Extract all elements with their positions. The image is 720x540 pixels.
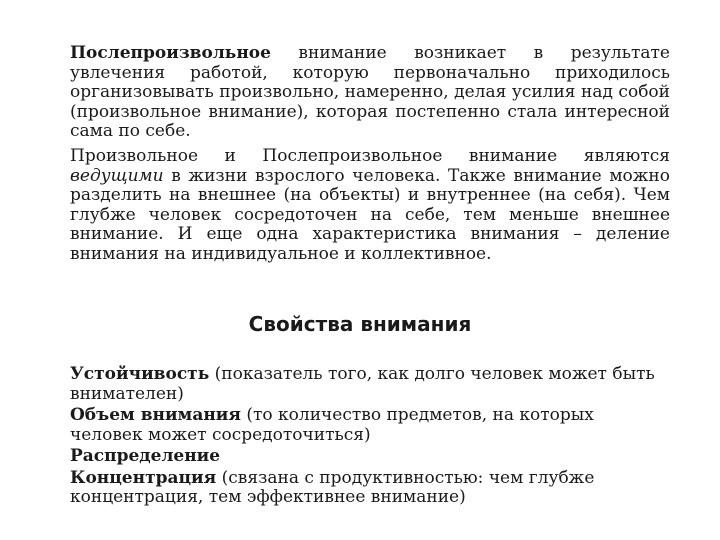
property-term: Концентрация [70,467,217,488]
property-volume [70,406,670,445]
paragraph2-rest: в жизни взрослого человека. Также внимание можно разделить на внешнее (на объекты) и внутреннее (на себя). Чем глубже человек сосредоточен на себе, тем меньше внешнее внимание. И еще одна характеристика внимания – деление внимания на индивидуальное и коллективное. [70,165,670,264]
paragraph-attention-types [70,147,670,264]
properties-list [70,365,670,510]
paragraph2-lead: Произвольное и Послепроизвольное внимание являются [70,146,670,166]
property-stability [70,365,670,404]
paragraph2-emphasis: ведущими [70,165,164,186]
property-term: Устойчивость [70,364,210,384]
property-concentration [70,469,670,508]
property-term: Объем внимания [70,405,241,425]
property-term: Распределение [70,446,221,466]
term-postvoluntary: Послепроизвольное [70,43,271,63]
section-heading: Свойства внимания [248,312,472,336]
property-description: (связана с продуктивностью: чем глубже концентрация, тем эффективнее внимание) [70,467,595,507]
paragraph1-text: внимание возникает в результате увлечения работой, которую первоначально приходилось организовывать произвольно, намеренно, делая усилия над собой (произвольное внимание), которая постепенно стала интересной сама по себе. [70,43,670,141]
property-distribution [70,447,670,467]
property-description: (то количество предметов, на которых человек может сосредоточиться) [70,405,594,445]
property-description: (показатель того, как долго человек может быть внимателен) [70,364,655,404]
paragraph-postvoluntary-attention [70,44,670,142]
